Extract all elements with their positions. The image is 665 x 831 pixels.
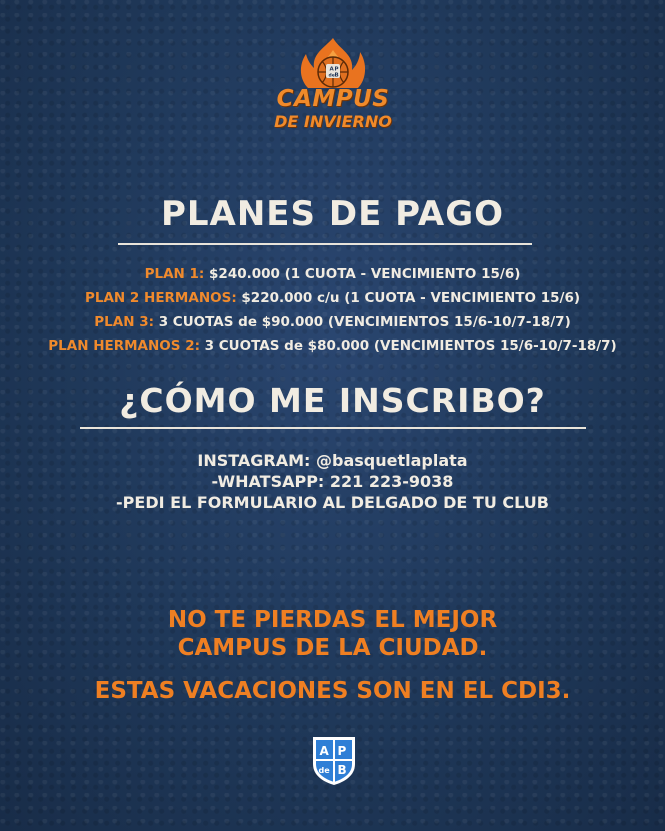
- instagram-handle[interactable]: INSTAGRAM: @basquetlaplata: [197, 451, 468, 470]
- form-instruction: -PEDI EL FORMULARIO AL DELGADO DE TU CLUB: [116, 493, 549, 512]
- promo-line-3: ESTAS VACACIONES SON EN EL CDI3.: [94, 678, 571, 704]
- plan-label: PLAN 2 HERMANOS:: [84, 290, 237, 306]
- plan-item: [0, 262, 665, 286]
- plan-text: $220.000 c/u (1 CUOTA - VENCIMIENTO 15/6): [236, 290, 581, 306]
- plan-text: 3 CUOTAS de $90.000 (VENCIMIENTOS 15/6-10/7-18/7): [154, 314, 571, 330]
- promo-text: [0, 606, 665, 662]
- svg-text:de: de: [318, 766, 330, 775]
- plan-label: PLAN HERMANOS 2:: [48, 338, 200, 354]
- svg-text:A: A: [319, 744, 329, 758]
- title-divider: [118, 243, 532, 245]
- plan-item: [0, 286, 665, 310]
- svg-text:B: B: [337, 763, 347, 777]
- campus-logo: [268, 36, 398, 136]
- apb-crest: [310, 734, 358, 786]
- plan-text: $240.000 (1 CUOTA - VENCIMIENTO 15/6): [204, 266, 521, 282]
- payment-plans-list: [0, 262, 665, 358]
- promo-line-2: CAMPUS DE LA CIUDAD.: [177, 635, 488, 661]
- plan-label: PLAN 3:: [94, 314, 154, 330]
- promo-line-1: NO TE PIERDAS EL MEJOR: [167, 607, 498, 633]
- plan-item: [0, 310, 665, 334]
- title-divider: [80, 427, 586, 429]
- logo-line-1: CAMPUS: [276, 86, 390, 112]
- shield-icon: [310, 734, 358, 786]
- plan-item: [0, 334, 665, 358]
- signup-contact-list: [0, 450, 665, 513]
- plan-label: PLAN 1:: [144, 266, 205, 282]
- plan-text: 3 CUOTAS de $80.000 (VENCIMIENTOS 15/6-10/7-18/7): [199, 338, 617, 354]
- whatsapp-number[interactable]: -WHATSAPP: 221 223-9038: [211, 472, 454, 491]
- svg-text:de: de: [328, 73, 335, 79]
- signup-title: ¿CÓMO ME INSCRIBO?: [119, 381, 546, 420]
- svg-text:A: A: [329, 66, 334, 73]
- svg-text:P: P: [334, 66, 339, 73]
- payment-plans-title: PLANES DE PAGO: [160, 194, 505, 234]
- svg-text:P: P: [337, 744, 347, 758]
- logo-line-2: DE INVIERNO: [274, 112, 392, 131]
- svg-text:B: B: [334, 72, 339, 79]
